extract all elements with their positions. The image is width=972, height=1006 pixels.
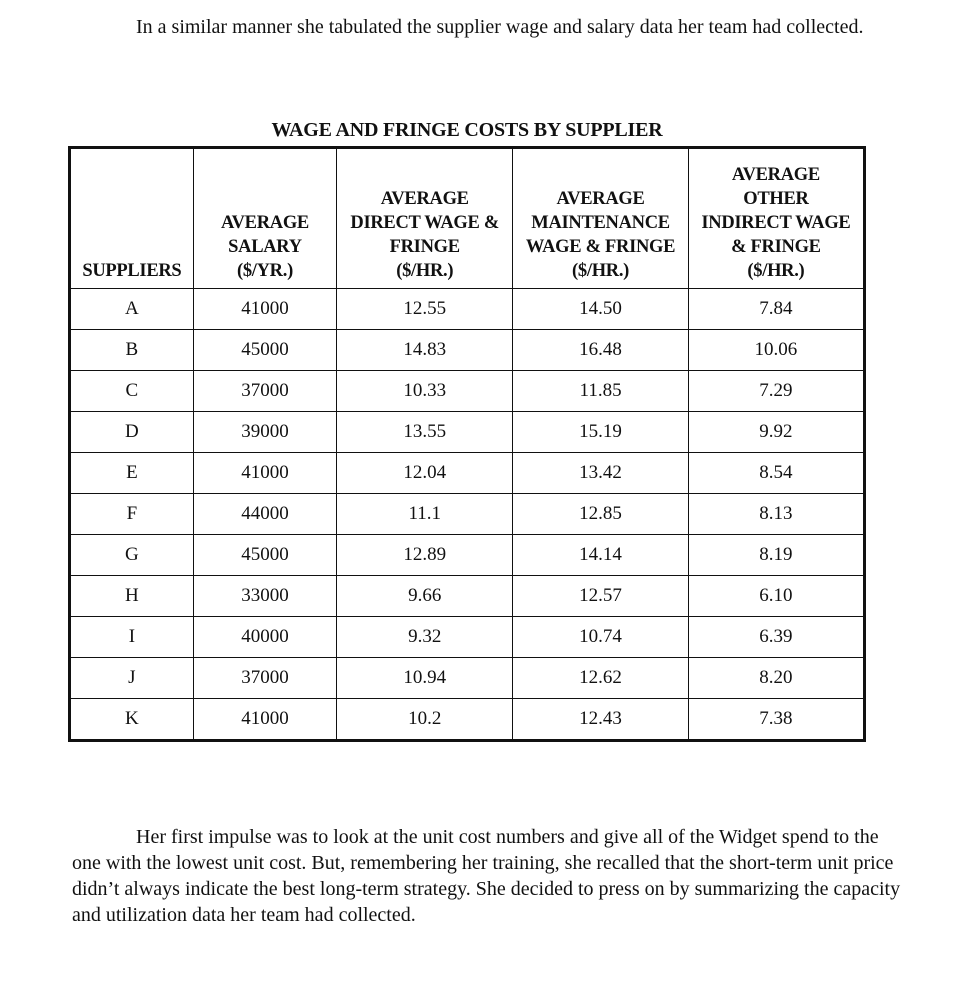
cell-average-other-indirect-wage-fringe: 6.10 [688, 576, 864, 617]
header-line: & FRINGE [731, 237, 821, 257]
cell-average-salary: 41000 [193, 289, 336, 330]
cell-average-salary: 39000 [193, 412, 336, 453]
table-row [70, 289, 865, 330]
table-body [70, 289, 865, 741]
cell-average-maintenance-wage-fringe: 11.85 [513, 371, 689, 412]
cell-average-salary: 41000 [193, 453, 336, 494]
cell-suppliers: E [70, 453, 194, 494]
header-line: OTHER [743, 189, 809, 209]
cell-average-maintenance-wage-fringe: 13.42 [513, 453, 689, 494]
cell-average-other-indirect-wage-fringe: 7.84 [688, 289, 864, 330]
cell-average-maintenance-wage-fringe: 12.85 [513, 494, 689, 535]
table-row [70, 330, 865, 371]
cell-average-direct-wage-fringe: 12.04 [337, 453, 513, 494]
cell-suppliers: F [70, 494, 194, 535]
table-row [70, 371, 865, 412]
cell-average-direct-wage-fringe: 9.32 [337, 617, 513, 658]
cell-suppliers: C [70, 371, 194, 412]
header-line: INDIRECT WAGE [701, 213, 851, 233]
cell-average-salary: 40000 [193, 617, 336, 658]
cell-average-salary: 45000 [193, 330, 336, 371]
cell-average-direct-wage-fringe: 10.2 [337, 699, 513, 741]
cell-average-other-indirect-wage-fringe: 9.92 [688, 412, 864, 453]
cell-average-other-indirect-wage-fringe: 8.20 [688, 658, 864, 699]
cell-average-direct-wage-fringe: 10.33 [337, 371, 513, 412]
cell-suppliers: H [70, 576, 194, 617]
header-line: FRINGE [389, 237, 460, 257]
cell-suppliers: G [70, 535, 194, 576]
cell-average-maintenance-wage-fringe: 16.48 [513, 330, 689, 371]
cell-average-maintenance-wage-fringe: 12.57 [513, 576, 689, 617]
cell-average-maintenance-wage-fringe: 12.43 [513, 699, 689, 741]
header-line: ($/HR.) [747, 261, 805, 281]
cell-suppliers: J [70, 658, 194, 699]
cell-average-salary: 37000 [193, 658, 336, 699]
cell-average-direct-wage-fringe: 13.55 [337, 412, 513, 453]
cell-average-other-indirect-wage-fringe: 8.13 [688, 494, 864, 535]
cell-average-maintenance-wage-fringe: 10.74 [513, 617, 689, 658]
closing-paragraph [72, 824, 902, 928]
intro-paragraph [72, 14, 902, 40]
cell-suppliers: I [70, 617, 194, 658]
cell-suppliers: K [70, 699, 194, 741]
table-row [70, 535, 865, 576]
cell-average-salary: 45000 [193, 535, 336, 576]
cell-average-direct-wage-fringe: 12.89 [337, 535, 513, 576]
cell-average-salary: 33000 [193, 576, 336, 617]
cell-average-maintenance-wage-fringe: 14.50 [513, 289, 689, 330]
cell-average-direct-wage-fringe: 11.1 [337, 494, 513, 535]
table-row [70, 658, 865, 699]
header-line: AVERAGE [731, 165, 820, 185]
cell-average-maintenance-wage-fringe: 12.62 [513, 658, 689, 699]
cell-average-maintenance-wage-fringe: 14.14 [513, 535, 689, 576]
header-line: SUPPLIERS [82, 261, 182, 281]
cell-suppliers: D [70, 412, 194, 453]
cell-suppliers: A [70, 289, 194, 330]
wage-fringe-table [68, 146, 866, 742]
table-row [70, 412, 865, 453]
cell-average-direct-wage-fringe: 9.66 [337, 576, 513, 617]
header-line: ($/HR.) [396, 261, 454, 281]
header-line: AVERAGE [556, 189, 645, 209]
cell-average-other-indirect-wage-fringe: 6.39 [688, 617, 864, 658]
header-line: ($/HR.) [572, 261, 630, 281]
cell-average-other-indirect-wage-fringe: 7.38 [688, 699, 864, 741]
cell-average-salary: 41000 [193, 699, 336, 741]
table-header-row [70, 148, 865, 289]
header-line: SALARY [228, 237, 302, 257]
cell-average-other-indirect-wage-fringe: 8.19 [688, 535, 864, 576]
header-line: WAGE & FRINGE [525, 237, 676, 257]
table-row [70, 494, 865, 535]
cell-average-other-indirect-wage-fringe: 10.06 [688, 330, 864, 371]
intro-paragraph-text: In a similar manner she tabulated the supplier wage and salary data her team had collected. [136, 16, 864, 38]
cell-suppliers: B [70, 330, 194, 371]
table-row [70, 453, 865, 494]
header-line: AVERAGE [220, 213, 309, 233]
cell-average-direct-wage-fringe: 14.83 [337, 330, 513, 371]
header-line: MAINTENANCE [531, 213, 670, 233]
column-header-average-other-indirect-wage-fringe [688, 148, 864, 289]
cell-average-other-indirect-wage-fringe: 8.54 [688, 453, 864, 494]
column-header-average-maintenance-wage-fringe [513, 148, 689, 289]
cell-average-salary: 37000 [193, 371, 336, 412]
column-header-average-direct-wage-fringe [337, 148, 513, 289]
header-line: ($/YR.) [236, 261, 293, 281]
table-row [70, 617, 865, 658]
table-title: WAGE AND FRINGE COSTS BY SUPPLIER [271, 119, 663, 141]
closing-paragraph-text: Her first impulse was to look at the unit cost numbers and give all of the Widget spend to the one with the lowest unit cost. But, remembering her training, she recalled that the short-term unit price didn’t always indicate the best long-term strategy. She decided to press on by summarizing the capacity and utilization data her team had collected. [72, 826, 901, 926]
column-header-suppliers [70, 148, 194, 289]
cell-average-direct-wage-fringe: 12.55 [337, 289, 513, 330]
cell-average-salary: 44000 [193, 494, 336, 535]
header-line: AVERAGE [380, 189, 469, 209]
cell-average-maintenance-wage-fringe: 15.19 [513, 412, 689, 453]
cell-average-other-indirect-wage-fringe: 7.29 [688, 371, 864, 412]
cell-average-direct-wage-fringe: 10.94 [337, 658, 513, 699]
table-row [70, 576, 865, 617]
table-row [70, 699, 865, 741]
header-line: DIRECT WAGE & [350, 213, 499, 233]
column-header-average-salary [193, 148, 336, 289]
